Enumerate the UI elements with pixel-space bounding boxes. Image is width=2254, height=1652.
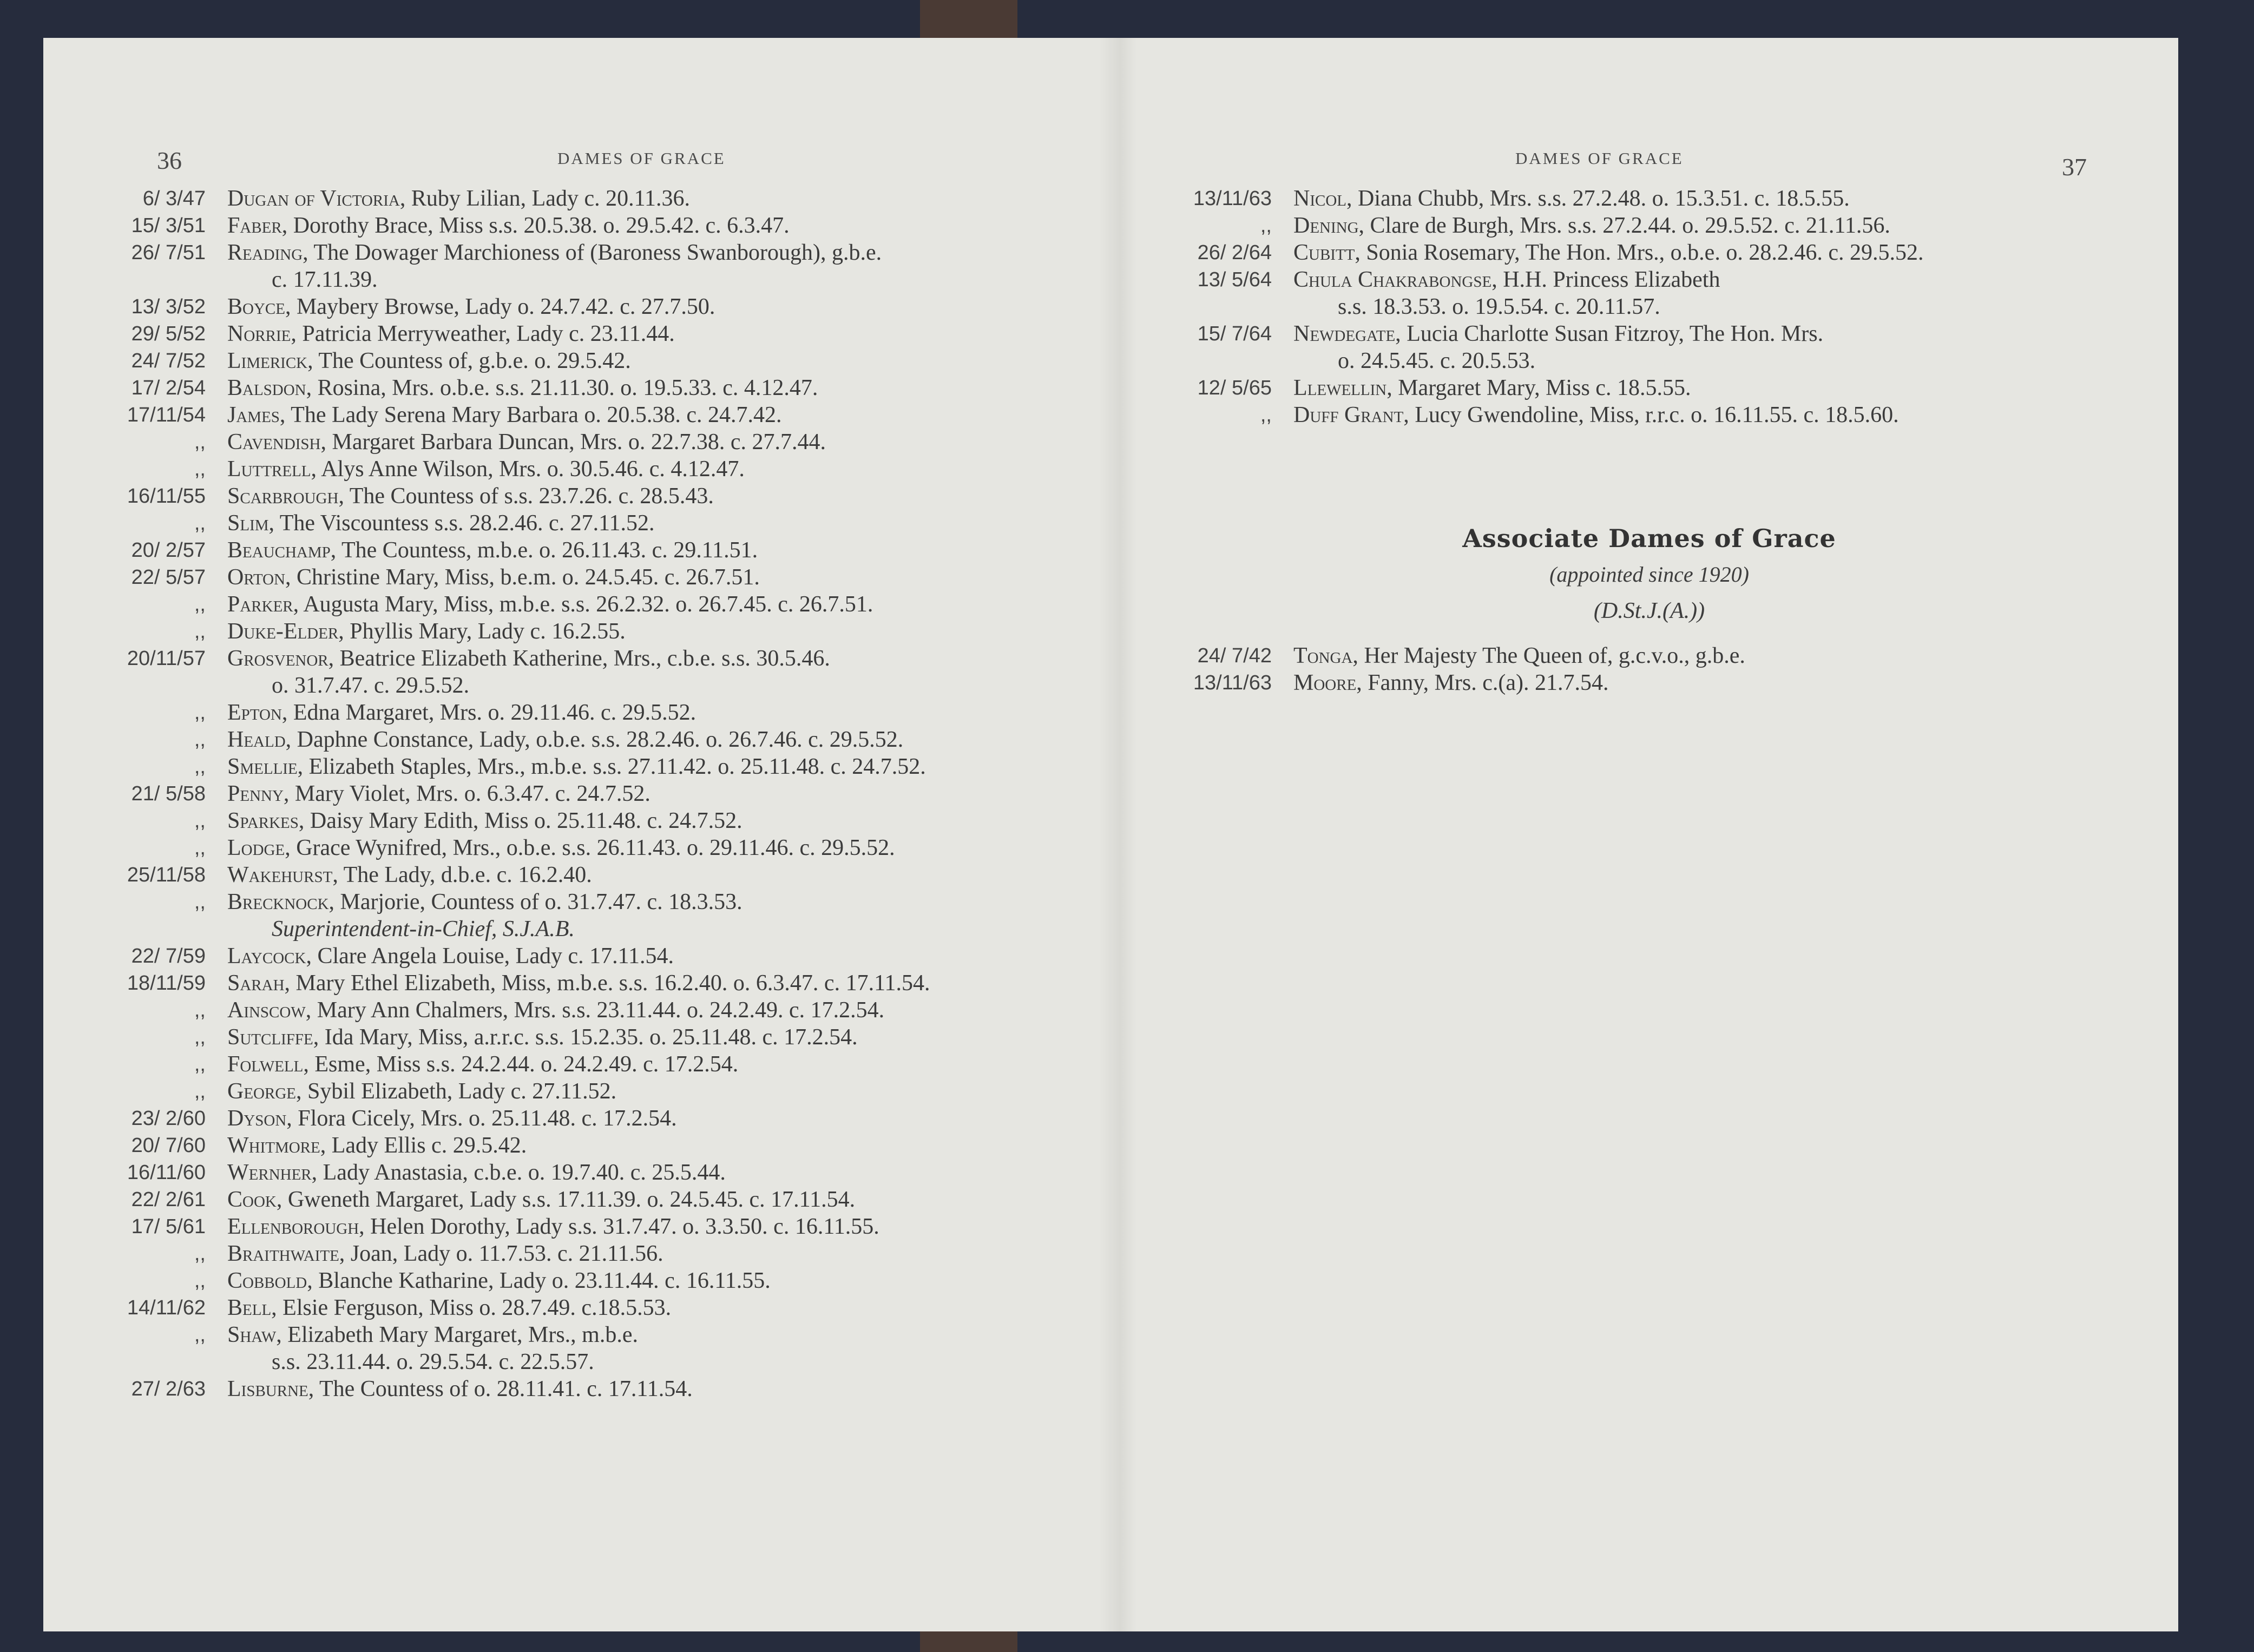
entry-text	[227, 1051, 930, 1078]
entry-date: ,,	[194, 755, 206, 778]
list-item	[65, 699, 930, 726]
entry-text	[227, 1186, 930, 1213]
entry-name: Boyce,	[227, 294, 291, 319]
entry-text	[227, 1159, 930, 1186]
entry-name: Dyson,	[227, 1106, 292, 1131]
entry-date: 25/11/58	[127, 864, 206, 886]
entry-name: Tonga,	[1293, 643, 1358, 668]
entry-date: ,,	[194, 891, 206, 913]
entry-date: 29/ 5/52	[131, 322, 206, 345]
entry-name: Ainscow,	[227, 998, 312, 1023]
entry-text	[1293, 212, 1923, 239]
entry-name: Sparkes,	[227, 808, 305, 833]
entry-date: ,,	[194, 1080, 206, 1103]
entry-name: Smellie,	[227, 754, 304, 779]
entry-text	[227, 943, 930, 970]
entry-text	[1293, 402, 1923, 429]
entry-details: The Lady, d.b.e. c. 16.2.40.	[338, 863, 592, 887]
entry-details: Christine Mary, Miss, b.e.m. o. 24.5.45. c. 26.7.51.	[291, 565, 760, 590]
entry-details: Patricia Merryweather, Lady c. 23.11.44.	[296, 321, 675, 346]
entry-name: Norrie,	[227, 321, 297, 346]
entry-details: Clare Angela Louise, Lady c. 17.11.54.	[311, 944, 674, 969]
entry-name: Folwell,	[227, 1052, 309, 1077]
list-item	[1131, 266, 1923, 320]
entry-details: The Countess of, g.b.e. o. 29.5.42.	[313, 348, 631, 373]
list-item	[65, 564, 930, 591]
list-item	[65, 537, 930, 564]
entry-text	[227, 618, 930, 645]
entry-name: Ellenborough,	[227, 1214, 365, 1239]
entry-name: Orton,	[227, 565, 291, 590]
entry-name: George,	[227, 1079, 302, 1104]
entry-date: ,,	[1260, 214, 1272, 237]
entry-continuation: c. 17.11.39.	[272, 267, 378, 292]
list-item	[65, 429, 930, 456]
entry-details: Edna Margaret, Mrs. o. 29.11.46. c. 29.5.52.	[287, 700, 696, 725]
entry-continuation: s.s. 23.11.44. o. 29.5.54. c. 22.5.57.	[272, 1350, 594, 1374]
entry-details: Ida Mary, Miss, a.r.r.c. s.s. 15.2.35. o. 25.11.48. c. 17.2.54.	[319, 1025, 858, 1050]
entry-date: 20/ 2/57	[131, 539, 206, 562]
entry-text	[227, 888, 930, 943]
entry-text	[227, 293, 930, 320]
list-item	[65, 997, 930, 1024]
entry-name: Grosvenor,	[227, 646, 334, 671]
entry-date: 17/11/54	[127, 404, 206, 426]
list-item	[65, 753, 930, 780]
entry-date: 17/ 2/54	[131, 377, 206, 399]
list-item	[65, 1294, 930, 1321]
entry-details: Elizabeth Mary Margaret, Mrs., m.b.e.	[281, 1322, 638, 1347]
entry-continuation: o. 24.5.45. c. 20.5.53.	[1338, 348, 1536, 373]
entry-date: 21/ 5/58	[131, 782, 206, 805]
page-number: 36	[157, 147, 182, 174]
list-item	[1131, 185, 1923, 212]
section-subtitle: (appointed since 1920)	[1549, 562, 1749, 587]
list-item	[65, 212, 930, 239]
entry-details: Gweneth Margaret, Lady s.s. 17.11.39. o. 24.5.45. c. 17.11.54.	[282, 1187, 856, 1212]
entry-date: 20/11/57	[127, 647, 206, 670]
list-item	[65, 1105, 930, 1132]
entry-details: Marjorie, Countess of o. 31.7.47. c. 18.3.53.	[334, 890, 742, 914]
entry-text	[227, 212, 930, 239]
entry-date: ,,	[194, 1026, 206, 1049]
entry-name: Chula Chakrabongse,	[1293, 267, 1497, 292]
entry-details: Daisy Mary Edith, Miss o. 25.11.48. c. 24.7.52.	[304, 808, 742, 833]
list-item	[65, 970, 930, 997]
entry-date: 17/ 5/61	[131, 1215, 206, 1238]
list-item	[65, 618, 930, 645]
entry-date: 6/ 3/47	[142, 187, 206, 210]
entry-name: Wernher,	[227, 1160, 318, 1185]
entry-name: Beauchamp,	[227, 538, 337, 563]
list-item	[1131, 669, 1745, 696]
entry-name: Moore,	[1293, 670, 1362, 695]
left-page	[43, 38, 1120, 1631]
list-item	[65, 456, 930, 483]
list-item	[65, 1078, 930, 1105]
entry-continuation: o. 31.7.47. c. 29.5.52.	[272, 673, 470, 698]
entry-text	[227, 1132, 930, 1159]
entry-date: 23/ 2/60	[131, 1107, 206, 1130]
entry-date: ,,	[194, 809, 206, 832]
entry-name: Heald,	[227, 727, 292, 752]
entry-details: Lady Anastasia, c.b.e. o. 19.7.40. c. 25.5.44.	[317, 1160, 726, 1185]
entry-date: 13/ 3/52	[131, 295, 206, 318]
entry-text	[227, 861, 930, 888]
entry-text	[227, 456, 930, 483]
entry-text	[227, 402, 930, 429]
list-item	[65, 780, 930, 807]
running-head: DAMES OF GRACE	[1515, 149, 1684, 168]
entry-name: Brecknock,	[227, 890, 335, 914]
entry-name: Duke-Elder,	[227, 619, 344, 644]
entry-name: Wakehurst,	[227, 863, 338, 887]
list-item	[65, 888, 930, 943]
list-item	[65, 293, 930, 320]
entry-text	[227, 239, 930, 293]
entry-name: Newdegate,	[1293, 321, 1401, 346]
entry-details: Sybil Elizabeth, Lady c. 27.11.52.	[301, 1079, 617, 1104]
list-item	[65, 347, 930, 374]
entry-date: 20/ 7/60	[131, 1134, 206, 1157]
list-item	[65, 1240, 930, 1267]
entry-date: 26/ 2/64	[1197, 241, 1272, 264]
entry-details: Flora Cicely, Mrs. o. 25.11.48. c. 17.2.54.	[292, 1106, 677, 1131]
entry-name: Limerick,	[227, 348, 313, 373]
entry-date: 22/ 5/57	[131, 566, 206, 589]
entry-date: ,,	[194, 431, 206, 453]
entry-text	[227, 1078, 930, 1105]
entry-text	[227, 807, 930, 834]
entry-text	[227, 1240, 930, 1267]
entry-date: 13/11/63	[1193, 672, 1272, 694]
entry-details: Diana Chubb, Mrs. s.s. 27.2.48. o. 15.3.51. c. 18.5.55.	[1352, 186, 1850, 211]
entry-continuation: Superintendent-in-Chief, S.J.A.B.	[272, 917, 575, 942]
entry-text	[1293, 642, 1745, 669]
list-item	[65, 591, 930, 618]
entry-details: Elizabeth Staples, Mrs., m.b.e. s.s. 27.11.42. o. 25.11.48. c. 24.7.52.	[303, 754, 926, 779]
entry-name: Luttrell,	[227, 457, 317, 482]
entry-name: Dugan of Victoria,	[227, 186, 406, 211]
entry-name: Slim,	[227, 511, 275, 536]
entry-text	[227, 564, 930, 591]
entry-details: The Viscountess s.s. 28.2.46. c. 27.11.52.	[274, 511, 655, 536]
entry-date: 12/ 5/65	[1197, 377, 1272, 399]
entry-details: Lady Ellis c. 29.5.42.	[326, 1133, 527, 1158]
entry-details: Margaret Mary, Miss c. 18.5.55.	[1392, 376, 1691, 400]
entry-name: Llewellin,	[1293, 376, 1392, 400]
entry-details: Helen Dorothy, Lady s.s. 31.7.47. o. 3.3.50. c. 16.11.55.	[364, 1214, 879, 1239]
entry-date: 16/11/60	[127, 1161, 206, 1184]
entry-text	[227, 429, 930, 456]
entry-details: The Dowager Marchioness of (Baroness Swanborough), g.b.e.	[308, 240, 882, 265]
entry-date: ,,	[194, 1053, 206, 1076]
entry-details: Augusta Mary, Miss, m.b.e. s.s. 26.2.32. o. 26.7.45. c. 26.7.51.	[299, 592, 873, 617]
entry-details: Esme, Miss s.s. 24.2.44. o. 24.2.49. c. 17.2.54.	[308, 1052, 739, 1077]
entry-name: Whitmore,	[227, 1133, 326, 1158]
entry-details: H.H. Princess Elizabeth	[1497, 267, 1720, 292]
entries-list	[65, 185, 930, 1403]
list-item	[65, 1132, 930, 1159]
entry-details: Ruby Lilian, Lady c. 20.11.36.	[405, 186, 691, 211]
associate-entries-list	[1131, 642, 1745, 696]
list-item	[65, 726, 930, 753]
entry-name: Sutcliffe,	[227, 1025, 319, 1050]
entry-date: ,,	[194, 1324, 206, 1346]
right-page	[1120, 38, 2178, 1631]
entry-name: Epton,	[227, 700, 288, 725]
entry-name: Cobbold,	[227, 1268, 313, 1293]
entry-name: Balsdon,	[227, 376, 312, 400]
entry-name: Lisburne,	[227, 1377, 314, 1401]
entry-name: Faber,	[227, 213, 288, 238]
entry-details: Fanny, Mrs. c.(a). 21.7.54.	[1362, 670, 1609, 695]
entry-text	[1293, 266, 1923, 320]
entry-text	[1293, 185, 1923, 212]
entry-name: Lodge,	[227, 835, 291, 860]
list-item	[65, 510, 930, 537]
entry-name: Duff Grant,	[1293, 403, 1409, 427]
entry-date: 16/11/55	[127, 485, 206, 508]
list-item	[65, 185, 930, 212]
entry-name: Sarah,	[227, 971, 291, 996]
list-item	[1131, 212, 1923, 239]
list-item	[65, 1024, 930, 1051]
entry-date: ,,	[194, 593, 206, 616]
entry-date: 24/ 7/52	[131, 350, 206, 372]
entry-details: Sonia Rosemary, The Hon. Mrs., o.b.e. o. 28.2.46. c. 29.5.52.	[1360, 240, 1924, 265]
list-item	[65, 807, 930, 834]
entry-date: 15/ 7/64	[1197, 322, 1272, 345]
list-item	[65, 1321, 930, 1375]
entries-list	[1131, 185, 1923, 429]
entry-details: Daphne Constance, Lady, o.b.e. s.s. 28.2.46. o. 26.7.46. c. 29.5.52.	[291, 727, 904, 752]
entry-text	[1293, 669, 1745, 696]
entry-date: ,,	[194, 1242, 206, 1265]
list-item	[65, 943, 930, 970]
entry-name: Dening,	[1293, 213, 1365, 238]
entry-details: Joan, Lady o. 11.7.53. c. 21.11.56.	[345, 1241, 663, 1266]
running-head: DAMES OF GRACE	[557, 149, 726, 168]
entry-date: ,,	[194, 620, 206, 643]
entry-text	[227, 1375, 930, 1403]
entry-text	[227, 510, 930, 537]
entry-name: Scarbrough,	[227, 484, 344, 509]
entry-date: 22/ 2/61	[131, 1188, 206, 1211]
entry-name: Shaw,	[227, 1322, 282, 1347]
list-item	[1131, 642, 1745, 669]
entry-date: ,,	[194, 1269, 206, 1292]
entry-date: 13/ 5/64	[1197, 268, 1272, 291]
list-item	[65, 239, 930, 293]
entry-text	[1293, 320, 1923, 374]
page-number: 37	[2062, 153, 2087, 181]
list-item	[65, 1267, 930, 1294]
entry-text	[227, 1105, 930, 1132]
entry-name: Cubitt,	[1293, 240, 1361, 265]
entry-name: Cavendish,	[227, 430, 326, 455]
entry-text	[1293, 374, 1923, 402]
entry-text	[227, 483, 930, 510]
entry-text	[227, 1294, 930, 1321]
entry-date: 27/ 2/63	[131, 1378, 206, 1400]
entry-details: Lucy Gwendoline, Miss, r.r.c. o. 16.11.55. c. 18.5.60.	[1409, 403, 1899, 427]
entry-date: 18/11/59	[127, 972, 206, 995]
list-item	[65, 402, 930, 429]
entry-date: ,,	[1260, 404, 1272, 426]
entry-date: 24/ 7/42	[1197, 644, 1272, 667]
entry-details: Phyllis Mary, Lady c. 16.2.55.	[344, 619, 626, 644]
entry-text	[227, 1267, 930, 1294]
entry-date: 15/ 3/51	[131, 214, 206, 237]
entry-name: Laycock,	[227, 944, 312, 969]
entry-text	[227, 726, 930, 753]
entry-details: Mary Ann Chalmers, Mrs. s.s. 23.11.44. o. 24.2.49. c. 17.2.54.	[311, 998, 885, 1023]
entry-date: ,,	[194, 837, 206, 859]
entry-text	[227, 320, 930, 347]
entry-details: Blanche Katharine, Lady o. 23.11.44. c. 16.11.55.	[312, 1268, 771, 1293]
list-item	[65, 645, 930, 699]
list-item	[1131, 402, 1923, 429]
entry-date: ,,	[194, 701, 206, 724]
entry-text	[227, 185, 930, 212]
entry-details: Maybery Browse, Lady o. 24.7.42. c. 27.7.50.	[291, 294, 715, 319]
entry-name: Reading,	[227, 240, 308, 265]
entry-details: Margaret Barbara Duncan, Mrs. o. 22.7.38. c. 27.7.44.	[326, 430, 826, 455]
entry-name: Braithwaite,	[227, 1241, 345, 1266]
list-item	[65, 320, 930, 347]
entry-date: ,,	[194, 728, 206, 751]
entry-details: The Countess, m.b.e. o. 26.11.43. c. 29.11.51.	[336, 538, 758, 563]
entry-text	[227, 1321, 930, 1375]
entry-details: The Countess of o. 28.11.41. c. 17.11.54.	[314, 1377, 693, 1401]
list-item	[65, 374, 930, 402]
entry-details: Her Majesty The Queen of, g.c.v.o., g.b.e.	[1358, 643, 1745, 668]
entry-name: Bell,	[227, 1295, 277, 1320]
entry-name: Parker,	[227, 592, 299, 617]
entry-text	[227, 591, 930, 618]
entry-date: ,,	[194, 999, 206, 1022]
list-item	[65, 1186, 930, 1213]
entry-date: 22/ 7/59	[131, 945, 206, 967]
entry-details: Mary Violet, Mrs. o. 6.3.47. c. 24.7.52.	[289, 781, 650, 806]
entry-details: Rosina, Mrs. o.b.e. s.s. 21.11.30. o. 19.5.33. c. 4.12.47.	[312, 376, 818, 400]
entry-date: 14/11/62	[127, 1296, 206, 1319]
entry-text	[227, 1213, 930, 1240]
entry-text	[227, 374, 930, 402]
entry-details: The Countess of s.s. 23.7.26. c. 28.5.43.	[344, 484, 714, 509]
entry-date: ,,	[194, 512, 206, 535]
entry-text	[227, 834, 930, 861]
entry-details: The Lady Serena Mary Barbara o. 20.5.38. c. 24.7.42.	[285, 403, 782, 427]
entry-details: Elsie Ferguson, Miss o. 28.7.49. c.18.5.53.	[277, 1295, 672, 1320]
list-item	[65, 834, 930, 861]
list-item	[65, 1159, 930, 1186]
list-item	[65, 861, 930, 888]
list-item	[65, 483, 930, 510]
entry-name: Cook,	[227, 1187, 282, 1212]
entry-name: Nicol,	[1293, 186, 1352, 211]
list-item	[65, 1051, 930, 1078]
entry-text	[227, 645, 930, 699]
entry-text	[1293, 239, 1923, 266]
entry-text	[227, 970, 930, 997]
entry-details: Beatrice Elizabeth Katherine, Mrs., c.b.e. s.s. 30.5.46.	[334, 646, 830, 671]
list-item	[65, 1213, 930, 1240]
entry-name: James,	[227, 403, 286, 427]
entry-text	[227, 1024, 930, 1051]
entry-continuation: s.s. 18.3.53. o. 19.5.54. c. 20.11.57.	[1338, 294, 1660, 319]
entry-details: Alys Anne Wilson, Mrs. o. 30.5.46. c. 4.12.47.	[317, 457, 745, 482]
list-item	[1131, 320, 1923, 374]
section-abbreviation: (D.St.J.(A.))	[1593, 598, 1705, 623]
entry-details: Lucia Charlotte Susan Fitzroy, The Hon. Mrs.	[1401, 321, 1824, 346]
entry-details: Clare de Burgh, Mrs. s.s. 27.2.44. o. 29.5.52. c. 21.11.56.	[1364, 213, 1890, 238]
entry-text	[227, 780, 930, 807]
entry-text	[227, 537, 930, 564]
list-item	[65, 1375, 930, 1403]
list-item	[1131, 374, 1923, 402]
entry-date: ,,	[194, 458, 206, 481]
entry-date: 26/ 7/51	[131, 241, 206, 264]
entry-name: Penny,	[227, 781, 290, 806]
entry-text	[227, 347, 930, 374]
entry-details: Dorothy Brace, Miss s.s. 20.5.38. o. 29.5.42. c. 6.3.47.	[287, 213, 790, 238]
entry-text	[227, 997, 930, 1024]
entry-text	[227, 753, 930, 780]
entry-details: Grace Wynifred, Mrs., o.b.e. s.s. 26.11.43. o. 29.11.46. c. 29.5.52.	[290, 835, 895, 860]
entry-text	[227, 699, 930, 726]
list-item	[1131, 239, 1923, 266]
section-title: Associate Dames of Grace	[1462, 524, 1836, 553]
entry-details: Mary Ethel Elizabeth, Miss, m.b.e. s.s. 16.2.40. o. 6.3.47. c. 17.11.54.	[290, 971, 930, 996]
entry-date: 13/11/63	[1193, 187, 1272, 210]
